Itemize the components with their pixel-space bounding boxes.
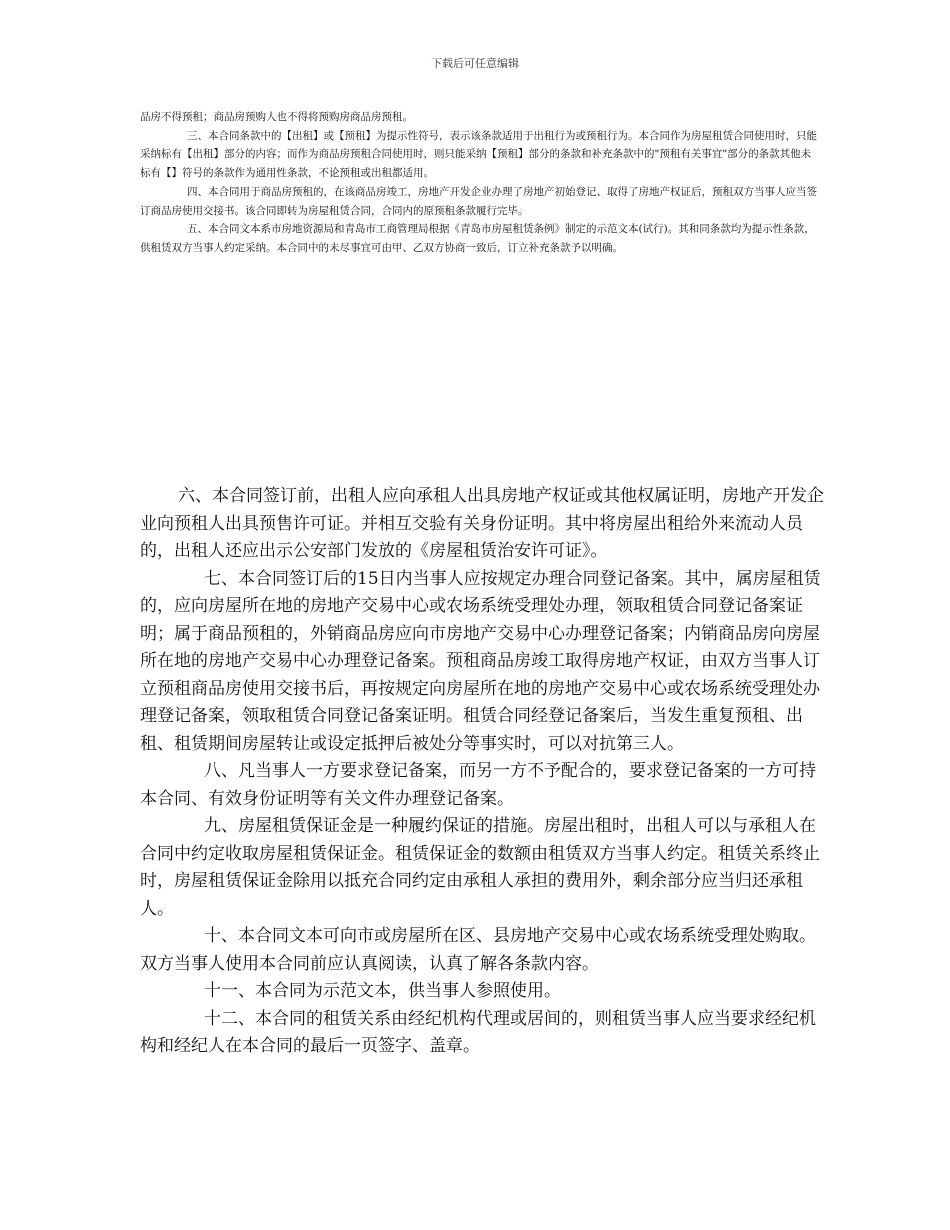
note-paragraph-4: 四、本合同用于商品房预租的，在该商品房竣工，房地产开发企业办理了房地产初始登记、取得了房地产权证后，预租双方当事人应当签订商品房使用交接书。该合同即转为房屋租赁合同，合同内的原预租条款履行完毕。 bbox=[140, 185, 817, 217]
note-paragraph-9: 九、房屋租赁保证金是一种履约保证的措施。房屋出租时，出租人可以与承租人在合同中约定收取房屋租赁保证金。租赁保证金的数额由租赁双方当事人约定。租赁关系终止时，房屋租赁保证金除用以抵充合同约定由承租人承担的费用外，剩余部分应当归还承租人。 bbox=[140, 816, 820, 919]
note-paragraph-7: 七、本合同签订后的15日内当事人应按规定办理合同登记备案。其中，属房屋租赁的，应向房屋所在地的房地产交易中心或农场系统受理处办理，领取租赁合同登记备案证明；属于商品预租的，外销商品房应向市房地产交易中心办理登记备案；内销商品房向房屋所在地的房地产交易中心办理登记备案。预租商品房竣工取得房地产权证，由双方当事人订立预租商品房使用交接书后，再按规定向房屋所在地的房地产交易中心或农场系统受理处办理登记备案，领取租赁合同登记备案证明。租赁合同经登记备案后，当发生重复预租、出租、租赁期间房屋转让或设定抵押后被处分等事实时，可以对抗第三人。 bbox=[140, 568, 821, 754]
notes-small-section bbox=[140, 108, 820, 258]
note-paragraph-10: 十、本合同文本可向市或房屋所在区、县房地产交易中心或农场系统受理处购取。双方当事人使用本合同前应认真阅读，认真了解各条款内容。 bbox=[140, 926, 816, 974]
note-paragraph-continuation: 品房不得预租；商品房预购人也不得将预购房商品房预租。 bbox=[140, 111, 413, 123]
note-paragraph-3: 三、本合同条款中的【出租】或【预租】为提示性符号，表示该条款适用于出租行为或预租行为。本合同作为房屋租赁合同使用时，只能采纳标有【出租】部分的内容；而作为商品房预租合同使用时，则只能采纳【预租】部分的条款和补充条款中的"预租有关事宜"部分的条款其他未标有【】符号的条款作为通用性条款，不论预租或出租都适用。 bbox=[140, 129, 817, 180]
note-paragraph-8: 八、凡当事人一方要求登记备案，而另一方不予配合的，要求登记备案的一方可持本合同、有效身份证明等有关文件办理登记备案。 bbox=[140, 761, 816, 809]
page-header: 下载后可任意编辑 bbox=[431, 57, 519, 70]
note-paragraph-5: 五、本合同文本系市房地资源局和青岛市工商管理局根据《青岛市房屋租赁条例》制定的示范文本(试行)。其和同条款均为提示性条款，供租赁双方当事人约定采纳。本合同中的未尽事宜可由甲、乙双方协商一致后，订立补充条款予以明确。 bbox=[140, 223, 815, 254]
notes-large-section bbox=[140, 483, 826, 1061]
note-paragraph-11: 十一、本合同为示范文本，供当事人参照使用。 bbox=[204, 981, 561, 1001]
note-paragraph-12: 十二、本合同的租赁关系由经纪机构代理或居间的，则租赁当事人应当要求经纪机构和经纪人在本合同的最后一页签字、盖章。 bbox=[140, 1008, 816, 1056]
note-paragraph-6: 六、本合同签订前，出租人应向承租人出具房地产权证或其他权属证明，房地产开发企业向预租人出具预售许可证。并相互交验有关身份证明。其中将房屋出租给外来流动人员的，出租人还应出示公安部门发放的《房屋租赁治安许可证》。 bbox=[140, 486, 824, 561]
